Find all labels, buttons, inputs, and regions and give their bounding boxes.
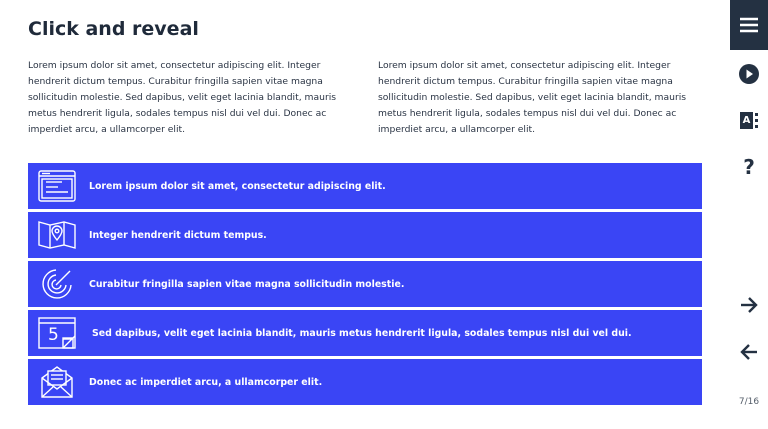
- help-button[interactable]: [730, 155, 768, 179]
- glossary-button[interactable]: [730, 108, 768, 132]
- arrow-left-icon: [740, 344, 758, 360]
- glossary-icon: [740, 112, 758, 129]
- menu-button[interactable]: [730, 0, 768, 50]
- page-title: Click and reveal: [28, 18, 199, 40]
- calendar-icon: [28, 317, 86, 349]
- reveal-item-label: Curabitur fringilla sapien vitae magna sollicitudin molestie.: [89, 278, 405, 290]
- previous-button[interactable]: [730, 340, 768, 364]
- page-counter: 7/16: [738, 397, 760, 407]
- next-button[interactable]: [730, 293, 768, 317]
- reveal-item-label: Sed dapibus, velit eget lacinia blandit, mauris metus hendrerit ligula, sodales tempus nisl dui vel dui.: [92, 327, 632, 339]
- open-envelope-icon: [28, 365, 86, 399]
- play-button[interactable]: [730, 62, 768, 86]
- reveal-item-2[interactable]: [28, 212, 702, 258]
- reveal-item-label: Donec ac imperdiet arcu, a ullamcorper elit.: [89, 376, 323, 388]
- glossary-letter: A: [740, 112, 753, 129]
- browser-window-icon: [28, 170, 86, 202]
- reveal-item-3[interactable]: [28, 261, 702, 307]
- play-icon: [739, 64, 759, 84]
- hamburger-icon: [740, 17, 758, 33]
- paragraph-left: Lorem ipsum dolor sit amet, consectetur adipiscing elit. Integer hendrerit dictum tempus. Curabitur fringilla sapien vitae magna sollicitudin molestie. Sed dapibus, velit eget lacinia blandit, mauris metus hendrerit ligula, sodales tempus nisl dui vel dui. Donec ac imperdiet arcu, a ullamcorper elit.: [28, 60, 337, 135]
- map-pin-icon: [28, 220, 86, 250]
- arrow-right-icon: [740, 297, 758, 313]
- reveal-item-1[interactable]: [28, 163, 702, 209]
- reveal-item-4[interactable]: [28, 310, 702, 356]
- paragraph-right: Lorem ipsum dolor sit amet, consectetur adipiscing elit. Integer hendrerit dictum tempus. Curabitur fringilla sapien vitae magna sollicitudin molestie. Sed dapibus, velit eget lacinia blandit, mauris metus hendrerit ligula, sodales tempus nisl dui vel dui. Donec ac imperdiet arcu, a ullamcorper elit.: [378, 60, 687, 135]
- help-icon: ?: [743, 155, 755, 179]
- reveal-item-label: Integer hendrerit dictum tempus.: [89, 229, 267, 241]
- calendar-day: 5: [48, 325, 59, 345]
- reveal-item-5[interactable]: [28, 359, 702, 405]
- radar-icon: [28, 267, 86, 301]
- reveal-item-label: Lorem ipsum dolor sit amet, consectetur adipiscing elit.: [89, 180, 386, 192]
